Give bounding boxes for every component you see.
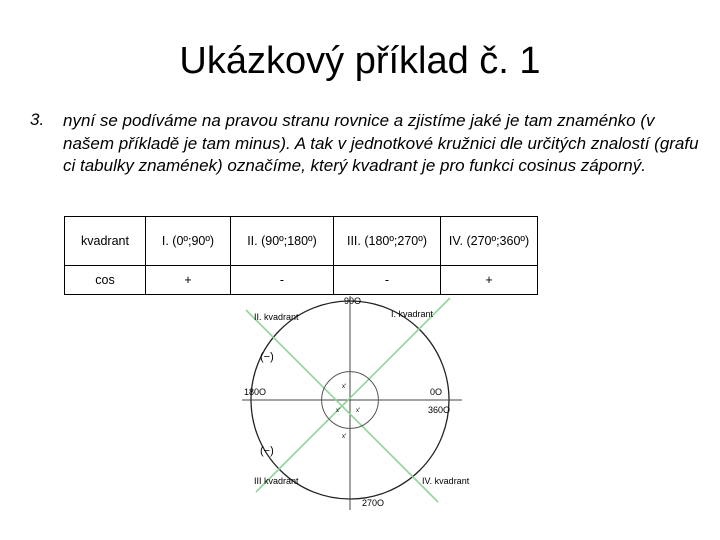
table-sign-q1: + [146, 266, 231, 295]
label-360: 360O [428, 405, 451, 415]
table-sign-q3: - [334, 266, 441, 295]
table-label-cos: cos [65, 266, 146, 295]
unit-circle-diagram [230, 292, 480, 518]
label-90: 90O [344, 296, 362, 306]
step-number: 3. [30, 110, 45, 129]
table-row-quadrants [65, 217, 538, 266]
table-row-cos [65, 266, 538, 295]
label-q3: III kvadrant [254, 476, 299, 486]
label-180: 180O [244, 387, 267, 397]
label-x-right: x' [356, 408, 361, 414]
label-q2: II. kvadrant [254, 312, 299, 322]
table-cell-q3: III. (180º;270º) [334, 217, 441, 266]
table-header-kvadrant: kvadrant [65, 217, 146, 266]
label-x-left: x' [336, 408, 341, 414]
minus-mark-q3: (−) [260, 445, 274, 457]
label-q1: I. kvadrant [391, 309, 434, 319]
label-x-bottom: x' [342, 434, 347, 440]
slide-title: Ukázkový příklad č. 1 [179, 40, 541, 82]
table-cell-q1: I. (0º;90º) [146, 217, 231, 266]
label-q4: IV. kvadrant [422, 476, 470, 486]
table-sign-q4: + [441, 266, 538, 295]
table-cell-q2: II. (90º;180º) [231, 217, 334, 266]
diagonal-line-2 [256, 298, 450, 492]
label-0: 0O [430, 387, 443, 397]
step-text: nyní se podíváme na pravou stranu rovnice a zjistíme jaké je tam znaménko (v našem příkladě je tam minus). A tak v jednotkové kružnici dle určitých znalostí (grafu ci tabulky znamének) označíme, který kvadrant je pro funkci cosinus záporný. [63, 111, 699, 175]
label-x-top: x' [342, 384, 347, 390]
sign-table [64, 216, 538, 295]
minus-mark-q2: (−) [260, 351, 274, 363]
label-270: 270O [362, 498, 385, 508]
table-sign-q2: - [231, 266, 334, 295]
table-cell-q4: IV. (270º;360º) [441, 217, 538, 266]
